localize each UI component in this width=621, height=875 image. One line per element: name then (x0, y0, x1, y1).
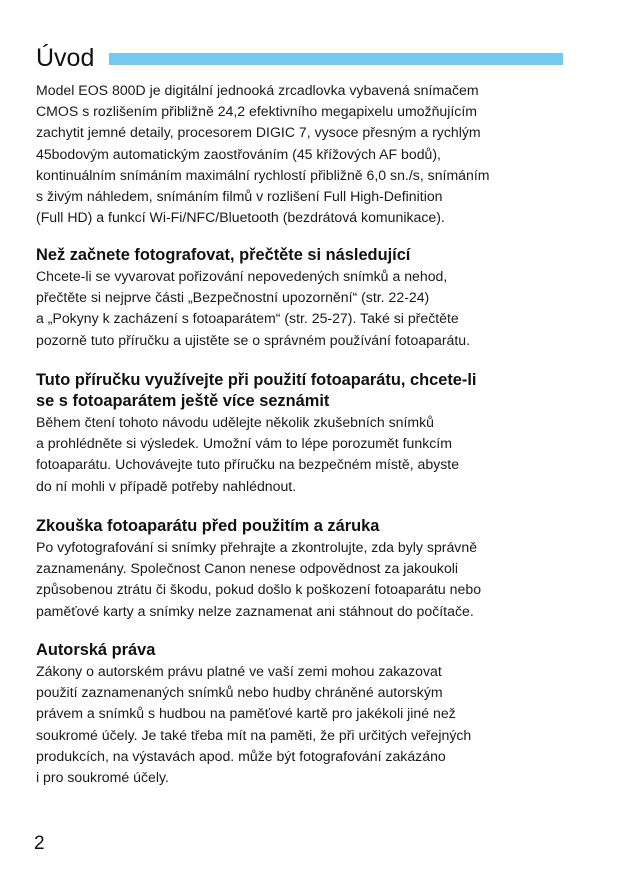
page-header (36, 40, 563, 76)
section-paragraph (36, 412, 570, 497)
intro-line: s živým náhledem, snímáním filmů v rozlišení Full High-Definition (36, 188, 443, 205)
section-line: i pro soukromé účely. (36, 769, 169, 786)
intro-line: Model EOS 800D je digitální jednooká zrcadlovka vybavená snímačem (36, 82, 479, 98)
section-copyright (36, 640, 570, 788)
section-heading (36, 516, 570, 537)
page-number: 2 (34, 833, 45, 854)
section-line: pozorně tuto příručku a ujistěte se o správném používání fotoaparátu. (36, 331, 471, 348)
section-paragraph (36, 266, 570, 351)
section-heading-line: Autorská práva (36, 641, 156, 659)
section-heading (36, 370, 570, 412)
section-line: právem a snímků s hudbou na paměťové kartě pro jakékoli jiné než (36, 705, 456, 722)
section-heading (36, 245, 570, 266)
intro-line: 45bodovým automatickým zaostřováním (45 křížových AF bodů), (36, 145, 441, 162)
page-title: Úvod (36, 44, 95, 72)
section-line: do ní mohli v případě potřeby nahlédnout. (36, 477, 297, 494)
section-paragraph (36, 537, 570, 622)
section-heading (36, 640, 570, 661)
section-before-shooting (36, 245, 570, 351)
section-heading-line: Tuto příručku využívejte při použití fotoaparátu, chcete-li (36, 371, 477, 389)
intro-line: zachytit jemné detaily, procesorem DIGIC 7, vysoce přesným a rychlým (36, 124, 481, 141)
section-line: Chcete-li se vyvarovat pořizování nepovedených snímků a nehod, (36, 268, 448, 284)
intro-line: (Full HD) a funkcí Wi-Fi/NFC/Bluetooth (bezdrátová komunikace). (36, 209, 445, 226)
section-line: a „Pokyny k zacházení s fotoaparátem“ (str. 25-27). Také si přečtěte (36, 310, 459, 327)
intro-line: CMOS s rozlišením přibližně 24,2 efektivního megapixelu umožňujícím (36, 103, 478, 120)
section-line: použití zaznamenaných snímků nebo hudby chráněné autorským (36, 684, 443, 701)
section-test-warranty (36, 516, 570, 622)
section-heading-line: Zkouška fotoaparátu před použitím a záruka (36, 517, 380, 535)
section-use-manual (36, 370, 570, 497)
section-heading-line: se s fotoaparátem ještě více seznámit (36, 392, 330, 410)
section-line: zaznamenány. Společnost Canon nenese odpovědnost za jakoukoli (36, 560, 459, 577)
section-line: paměťové karty a snímky nelze zaznamenat ani stáhnout do počítače. (36, 602, 474, 619)
section-line: produkcích, na výstavách apod. může být fotografování zakázáno (36, 747, 446, 764)
section-line: soukromé účely. Je také třeba mít na paměti, že při určitých veřejných (36, 726, 472, 743)
section-line: Zákony o autorském právu platné ve vaší zemi mohou zakazovat (36, 663, 442, 679)
title-accent-bar (109, 53, 563, 65)
section-line: fotoaparátu. Uchovávejte tuto příručku na bezpečném místě, abyste (36, 456, 460, 473)
section-line: Po vyfotografování si snímky přehrajte a zkontrolujte, zda byly správně (36, 539, 478, 555)
section-paragraph (36, 661, 570, 788)
section-line: přečtěte si nejprve části „Bezpečnostní upozornění“ (str. 22-24) (36, 289, 430, 306)
section-heading-line: Než začnete fotografovat, přečtěte si následující (36, 246, 411, 264)
section-line: způsobenou ztrátu či škodu, pokud došlo k poškození fotoaparátu nebo (36, 581, 482, 598)
intro-line: kontinuálním snímáním maximální rychlostí přibližně 6,0 sn./s, snímáním (36, 166, 490, 183)
intro-paragraph (36, 80, 570, 228)
intro-section (36, 80, 570, 228)
section-line: Během čtení tohoto návodu udělejte několik zkušebních snímků (36, 414, 435, 430)
section-line: a prohlédněte si výsledek. Umožní vám to lépe porozumět funkcím (36, 435, 452, 452)
